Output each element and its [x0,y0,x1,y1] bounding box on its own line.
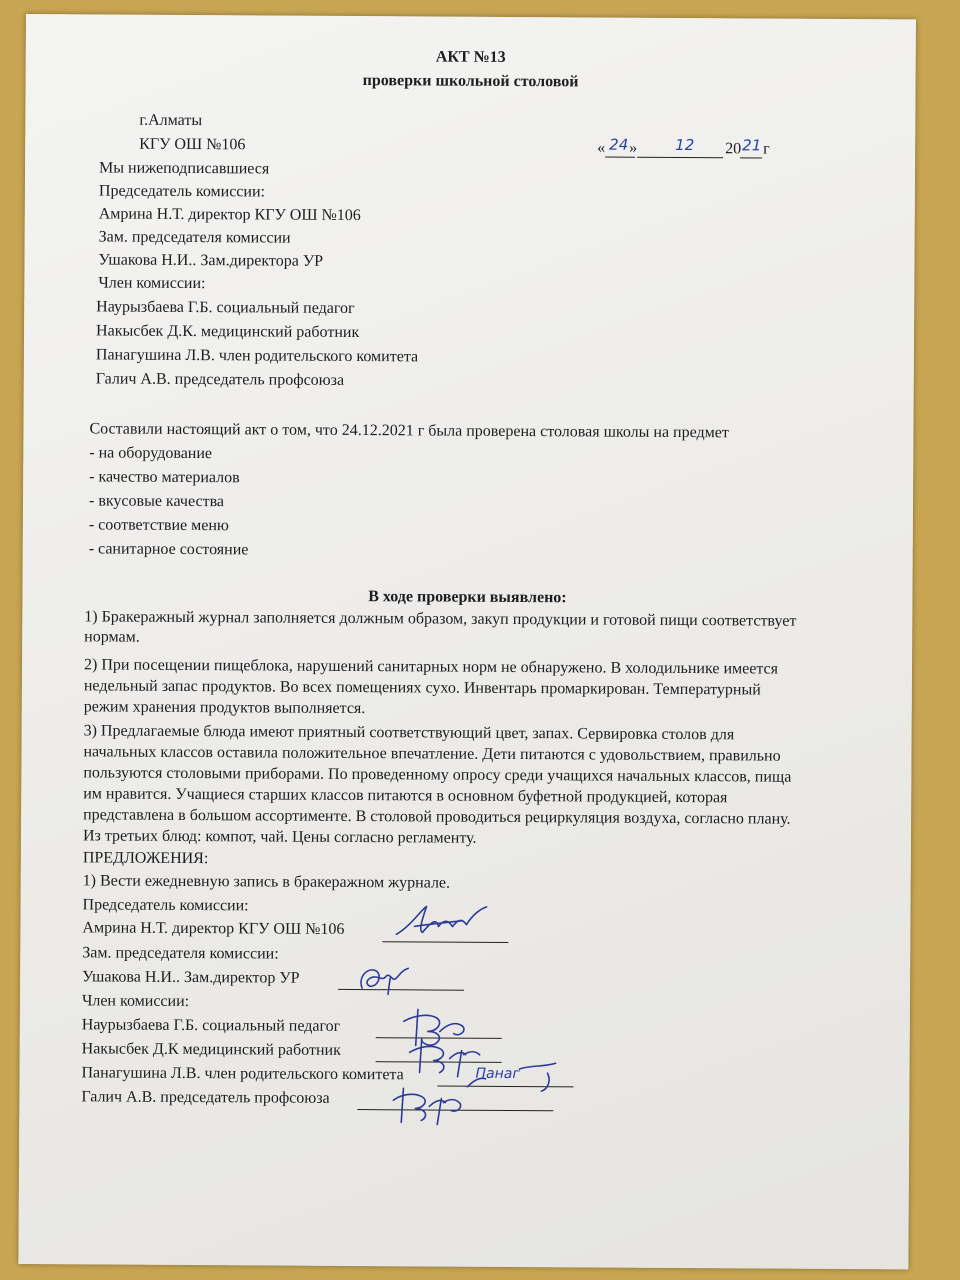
document-date [597,135,777,160]
finding-line: нормам. [84,628,140,646]
proposals-title: ПРЕДЛОЖЕНИЯ: [82,849,209,868]
document-sheet [18,14,916,1269]
date-year-prefix: 20 [725,140,742,158]
sign-member-4: Галич А.В. председатель профсоюза [81,1088,330,1107]
members-intro: Мы нижеподписавшиеся [99,159,270,178]
subject-item: - на оборудование [89,444,213,463]
subject-item: - соответствие меню [88,516,229,535]
document-title: АКТ №13 [435,48,506,66]
subject-item: - качество материалов [89,468,240,487]
member-title: Член комиссии: [98,274,206,293]
member-3-handwritten: Панаг [475,1065,520,1083]
date-year-suffix: 21 [742,136,762,155]
finding-line: им нравится. Учащиеся старших классов питаются в основном буфетной продукцией, которая [83,785,728,807]
date-month: 12 [675,135,695,155]
finding-line: режим хранения продуктов выполняется. [83,698,366,718]
finding-line: 2) При посещении пищеблока, нарушений санитарных норм не обнаружено. В холодильнике имеется [83,656,779,678]
member-item: Накысбек Д.К. медицинский работник [96,322,360,342]
findings-title: В ходе проверки выявлено: [368,588,567,607]
finding-line: пользуются столовыми приборами. По проведенному опросу среди учащихся начальных классов, пища [83,764,792,786]
sign-chair-name: Амрина Н.Т. директор КГУ ОШ №106 [82,919,345,938]
subject-item: - санитарное состояние [88,540,249,559]
vice-title: Зам. председателя комиссии [98,228,291,247]
finding-line: начальных классов оставила положительное впечатление. Дети питаются с удовольствием, правильно [83,743,781,765]
finding-line: представлена в большом ассортименте. В столовой проводиться рециркуляция воздуха, согласно плану. [83,806,791,828]
chair-signature [392,896,502,947]
sign-chair-title: Председатель комиссии: [82,896,249,915]
date-year-mark: г [763,140,770,158]
sign-vice-name: Ушакова Н.И.. Зам.директор УР [82,968,300,987]
finding-line: 3) Предлагаемые блюда имеют приятный соответствующий цвет, запах. Сервировка столов для [83,722,735,744]
sign-member-2: Накысбек Д.К медицинский работник [81,1040,341,1059]
subject-intro: Составили настоящий акт о том, что 24.12.2021 г была проверена столовая школы на предмет [89,420,729,442]
subject-item: - вкусовые качества [88,492,225,511]
member-item: Галич А.В. председатель профсоюза [95,370,345,389]
sign-member-3: Панагушина Л.В. член родительского комитета [81,1064,404,1084]
date-open-quote: « [597,139,606,157]
school-name: КГУ ОШ №106 [139,135,246,154]
sign-member-title: Член комиссии: [81,992,190,1011]
member-4-signature [389,1078,479,1129]
member-item: Панагушина Л.В. член родительского комитета [95,346,419,366]
member-item: Наурызбаева Г.Б. социальный педагог [96,298,355,318]
date-day: 24 [609,135,629,154]
document-subtitle: проверки школьной столовой [362,72,579,91]
date-close-quote: » [629,139,638,157]
sign-member-1: Наурызбаева Г.Б. социальный педагог [81,1016,341,1035]
finding-line: 1) Бракеражный журнал заполняется должным образом, закуп продукции и готовой пищи соответствует [84,608,797,630]
sign-vice-title: Зам. председателя комиссии: [82,944,279,963]
proposal-item: 1) Вести ежедневную запись в бракеражном журнале. [82,872,451,892]
vice-name: Ушакова Н.И.. Зам.директора УР [98,251,324,270]
city: г.Алматы [139,111,203,130]
chair-name: Амрина Н.Т. директор КГУ ОШ №106 [98,205,361,225]
vice-signature [352,956,432,996]
chair-title: Председатель комиссии: [98,182,266,201]
finding-line: недельный запас продуктов. Во всех помещениях сухо. Инвентарь промаркирован. Температурный [83,677,761,699]
finding-line: Из третьих блюд: компот, чай. Цены согласно регламенту. [82,827,477,847]
